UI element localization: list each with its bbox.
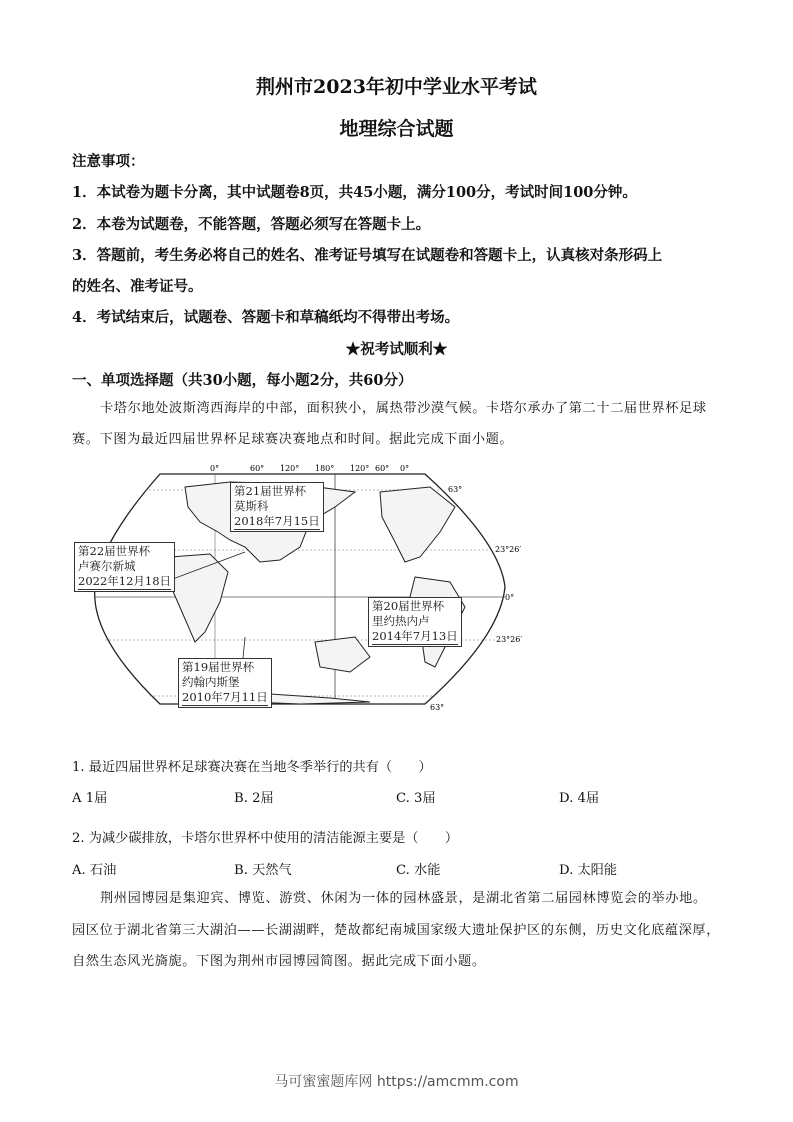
lat-label-23s: 23°26′ xyxy=(496,635,523,644)
notice-item-1: 1．本试卷为题卡分离，其中试题卷8页，共45小题，满分100分，考试时间100分钟。 xyxy=(72,184,637,201)
lon-label-120w: 120° xyxy=(350,464,370,473)
question-2-option-d[interactable]: D. 太阳能 xyxy=(559,863,618,878)
notice-item-3-cont: 的姓名、准考证号。 xyxy=(72,278,203,295)
callout-moscow xyxy=(230,482,324,532)
question-1-option-b[interactable]: B. 2届 xyxy=(234,791,274,806)
notice-item-3: 3．答题前，考生务必将自己的姓名、准考证号填写在试题卷和答题卡上，认真核对条形码上 xyxy=(72,247,663,264)
notice-item-4: 4．考试结束后，试题卷、答题卡和草稿纸均不得带出考场。 xyxy=(72,309,460,326)
passage2-line-1: 荆州园博园是集迎宾、博览、游赏、休闲为一体的园林盛景，是湖北省第二届园林博览会的举办地。 xyxy=(100,891,707,906)
section-heading: 一、单项选择题（共30小题，每小题2分，共60分） xyxy=(72,372,413,389)
lon-label-60e: 60° xyxy=(250,464,265,473)
question-1-option-d[interactable]: D. 4届 xyxy=(559,791,600,806)
callout-johannesburg-title: 第19届世界杯 xyxy=(182,660,255,674)
question-1-option-c[interactable]: C. 3届 xyxy=(396,791,436,806)
callout-lusail-date: 2022年12月18日 xyxy=(78,574,172,588)
question-1-stem: 1. 最近四届世界杯足球赛决赛在当地冬季举行的共有（ ） xyxy=(72,760,432,775)
lon-label-60w: 60° xyxy=(375,464,390,473)
callout-rio-place: 里约热内卢 xyxy=(372,614,430,628)
callout-moscow-title: 第21届世界杯 xyxy=(234,484,307,498)
callout-rio-date: 2014年7月13日 xyxy=(372,629,458,643)
footer-watermark[interactable]: 马可蜜蜜题库网 https://amcmm.com xyxy=(274,1074,519,1090)
passage2-line-3: 自然生态风光旖旎。下图为荆州市园博园简图。据此完成下面小题。 xyxy=(72,954,486,969)
callout-moscow-place: 莫斯科 xyxy=(234,499,269,513)
passage2-line-2: 园区位于湖北省第三大湖泊——长湖湖畔，楚故都纪南城国家级大遗址保护区的东侧，历史文化底蕴深厚， xyxy=(72,923,721,938)
exam-title: 荆州市2023年初中学业水平考试 xyxy=(256,76,537,98)
callout-lusail-place: 卢赛尔新城 xyxy=(78,559,136,573)
lon-label-0b: 0° xyxy=(400,464,410,473)
callout-johannesburg-date: 2010年7月11日 xyxy=(182,690,268,704)
lat-label-63s: 63° xyxy=(430,703,445,712)
exam-subtitle: 地理综合试题 xyxy=(339,118,454,140)
question-2-option-b[interactable]: B. 天然气 xyxy=(234,863,292,878)
question-1-option-a[interactable]: A 1届 xyxy=(72,791,108,806)
callout-lusail xyxy=(74,542,175,592)
lat-label-63n: 63° xyxy=(448,485,463,494)
intro-line-2: 赛。下图为最近四届世界杯足球赛决赛地点和时间。据此完成下面小题。 xyxy=(72,432,514,447)
question-2-option-c[interactable]: C. 水能 xyxy=(396,863,441,878)
callout-johannesburg-place: 约翰内斯堡 xyxy=(182,675,240,689)
callout-rio xyxy=(368,597,462,647)
lat-label-23n: 23°26′ xyxy=(495,545,522,554)
lon-label-0: 0° xyxy=(210,464,220,473)
wish-line: ★祝考试顺利★ xyxy=(345,341,448,358)
callout-johannesburg xyxy=(178,658,272,708)
notice-heading: 注意事项： xyxy=(72,153,145,170)
lat-label-0: 0° xyxy=(505,593,515,602)
question-2-stem: 2. 为减少碳排放，卡塔尔世界杯中使用的清洁能源主要是（ ） xyxy=(72,831,459,846)
lon-label-180: 180° xyxy=(315,464,335,473)
lon-label-120e: 120° xyxy=(280,464,300,473)
callout-moscow-date: 2018年7月15日 xyxy=(234,514,320,528)
question-2-option-a[interactable]: A. 石油 xyxy=(72,863,117,878)
callout-lusail-title: 第22届世界杯 xyxy=(78,544,151,558)
callout-rio-title: 第20届世界杯 xyxy=(372,599,445,613)
world-map-figure xyxy=(70,462,530,720)
intro-line-1: 卡塔尔地处波斯湾西海岸的中部，面积狭小，属热带沙漠气候。卡塔尔承办了第二十二届世界杯足球 xyxy=(100,401,707,416)
notice-item-2: 2．本卷为试题卷，不能答题，答题必须写在答题卡上。 xyxy=(72,216,431,233)
